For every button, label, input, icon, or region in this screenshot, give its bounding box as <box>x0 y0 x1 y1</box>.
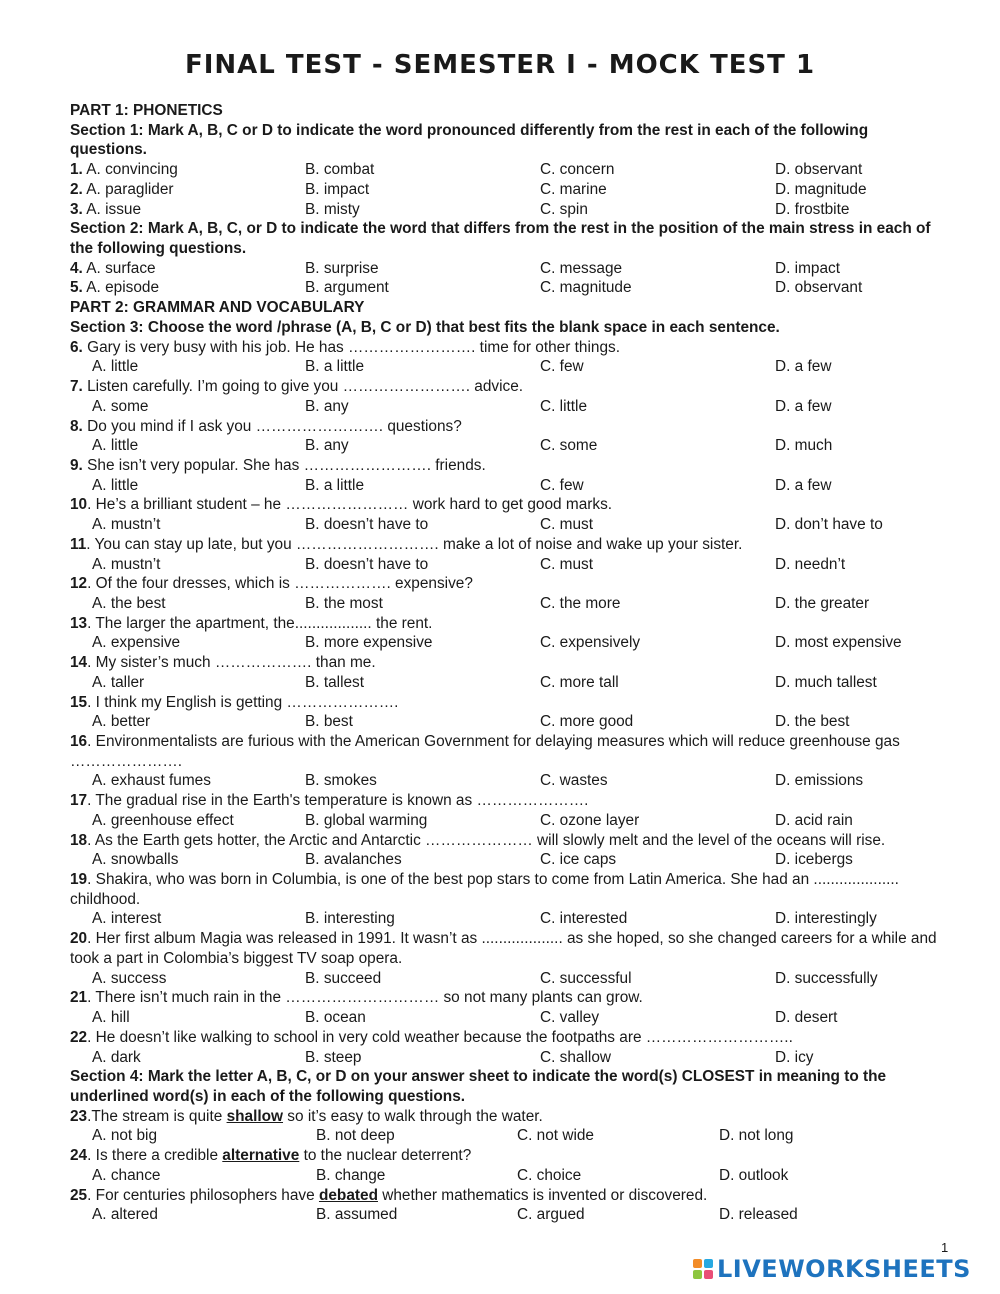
option-c[interactable]: C. expensively <box>540 634 641 652</box>
options-row <box>70 850 940 870</box>
question-number: 23 <box>70 1107 88 1125</box>
option-b[interactable]: B. smokes <box>305 772 377 790</box>
option-a[interactable]: A. better <box>92 713 151 731</box>
options-row <box>70 476 940 496</box>
option-d[interactable]: D. icebergs <box>775 851 853 869</box>
option-a[interactable]: A. the best <box>92 594 166 612</box>
option-b[interactable]: B. not deep <box>316 1127 395 1145</box>
underlined-word: alternative <box>222 1147 300 1165</box>
question-row <box>70 180 940 200</box>
options-row <box>70 673 940 693</box>
options-row <box>70 909 940 929</box>
option-a[interactable]: A. little <box>92 358 139 376</box>
question-number: 12 <box>70 575 88 593</box>
options-row <box>70 1166 940 1186</box>
option-c[interactable]: C. must <box>540 516 594 534</box>
question-stem <box>70 495 940 515</box>
option-c[interactable]: C. shallow <box>540 1048 611 1066</box>
option-b[interactable]: B. avalanches <box>305 851 402 869</box>
option-b[interactable]: B. a little <box>305 358 365 376</box>
option-a[interactable]: A. success <box>92 969 167 987</box>
option-d[interactable]: D. interestingly <box>775 910 877 928</box>
question-stem <box>70 732 940 771</box>
question-text: .The stream is quite <box>87 1107 227 1125</box>
option-d[interactable]: D. much tallest <box>775 673 877 691</box>
option-c[interactable]: C. few <box>540 358 584 376</box>
question-text: . I think my English is getting …………………. <box>87 693 399 711</box>
option-a[interactable]: A. altered <box>92 1206 158 1224</box>
logo-square <box>704 1259 713 1268</box>
option-a[interactable]: A. mustn’t <box>92 516 161 534</box>
question-stem <box>70 653 940 673</box>
option-b[interactable]: B. ocean <box>305 1009 366 1027</box>
question-text: . There isn’t much rain in the ………………………… so not many plants can grow. <box>87 989 643 1007</box>
question-number: 19 <box>70 871 88 889</box>
section-instruction: Section 1: Mark A, B, C or D to indicate the word pronounced differently from the rest in each of the following questions. <box>70 121 869 159</box>
option-c[interactable]: C. magnitude <box>540 279 632 297</box>
question-number: 6. <box>70 338 83 356</box>
option-d[interactable]: D. outlook <box>719 1166 789 1184</box>
option-d[interactable]: D. the best <box>775 713 850 731</box>
question-text: . Of the four dresses, which is ………………. expensive? <box>87 575 473 593</box>
option-b[interactable]: B. succeed <box>305 969 382 987</box>
option-d[interactable]: D. impact <box>775 259 840 277</box>
option-b[interactable]: B. doesn’t have to <box>305 516 429 534</box>
option-a[interactable]: A. interest <box>92 910 162 928</box>
question-stem <box>70 1146 940 1166</box>
options-row <box>70 811 940 831</box>
question-text: . For centuries philosophers have <box>87 1186 319 1204</box>
option-b[interactable]: B. tallest <box>305 673 365 691</box>
question-stem <box>70 870 940 909</box>
option-d[interactable]: D. icy <box>775 1048 814 1066</box>
question-number: 9. <box>70 456 83 474</box>
option-c[interactable]: C. ice caps <box>540 851 617 869</box>
question-stem <box>70 377 940 397</box>
option-a[interactable]: A. little <box>92 437 139 455</box>
options-row <box>70 555 940 575</box>
option-b[interactable]: B. doesn’t have to <box>305 555 429 573</box>
page-number: 1 <box>941 1240 949 1255</box>
question-stem <box>70 614 940 634</box>
question-text: . As the Earth gets hotter, the Arctic and Antarctic ………………… will slowly melt and the level of the oceans will rise. <box>87 831 886 849</box>
question-number: 7. <box>70 378 83 396</box>
question-text: . Environmentalists are furious with the American Government for delaying measures which will reduce greenhouse gas …………………. <box>70 733 900 770</box>
question-number: 15 <box>70 693 88 711</box>
question-number: 25 <box>70 1186 88 1204</box>
question-text: so it’s easy to walk through the water. <box>283 1107 543 1125</box>
option-d[interactable]: D. needn’t <box>775 555 846 573</box>
option-a[interactable]: A. snowballs <box>92 851 179 869</box>
question-number: 21 <box>70 989 88 1007</box>
option-b[interactable]: B. any <box>305 397 349 415</box>
option-a[interactable]: A. greenhouse effect <box>92 811 234 829</box>
option-c[interactable]: C. wastes <box>540 772 608 790</box>
options-row <box>70 771 940 791</box>
question-text: . He doesn’t like walking to school in very cold weather because the footpaths are ……………………….. <box>87 1028 793 1046</box>
question-number: 24 <box>70 1147 88 1165</box>
options-row <box>70 515 940 535</box>
option-b[interactable]: B. surprise <box>305 259 379 277</box>
options-row <box>70 712 940 732</box>
logo-square <box>693 1270 702 1279</box>
option-c[interactable]: C. valley <box>540 1009 600 1027</box>
option-c[interactable]: C. the more <box>540 594 621 612</box>
question-stem <box>70 831 940 851</box>
question-text: . The larger the apartment, the.................. the rent. <box>87 614 433 632</box>
question-number: 16 <box>70 733 88 750</box>
question-text: Gary is very busy with his job. He has ……………………. time for other things. <box>87 338 620 356</box>
question-row <box>70 278 940 298</box>
question-number: 18 <box>70 831 88 849</box>
option-d[interactable]: D. magnitude <box>775 180 867 198</box>
section-instruction: Section 2: Mark A, B, C, or D to indicate the word that differs from the rest in the position of the main stress in each of the following questions. <box>70 220 931 258</box>
option-d[interactable]: D. much <box>775 437 833 455</box>
logo-icon <box>693 1259 713 1279</box>
option-b[interactable]: B. misty <box>305 200 360 218</box>
question-text: . Is there a credible <box>87 1147 223 1165</box>
option-a[interactable]: A. paraglider <box>86 180 174 198</box>
question-stem <box>70 988 940 1008</box>
option-c[interactable]: C. more tall <box>540 673 619 691</box>
option-c[interactable]: C. spin <box>540 200 588 218</box>
option-d[interactable]: D. not long <box>719 1127 794 1145</box>
option-b[interactable]: B. a little <box>305 476 365 494</box>
option-c[interactable]: C. marine <box>540 180 607 198</box>
option-d[interactable]: D. observant <box>775 161 863 179</box>
option-a[interactable]: A. episode <box>86 279 160 297</box>
question-stem <box>70 1186 940 1206</box>
question-stem <box>70 417 940 437</box>
question-number: 3. <box>70 200 83 218</box>
option-d[interactable]: D. don’t have to <box>775 516 883 534</box>
option-c[interactable]: C. more good <box>540 713 634 731</box>
question-row <box>70 160 940 180</box>
option-b[interactable]: B. impact <box>305 180 370 198</box>
option-d[interactable]: D. a few <box>775 476 832 494</box>
brand-name: LIVEWORKSHEETS <box>717 1255 971 1283</box>
option-b[interactable]: B. steep <box>305 1048 362 1066</box>
question-number: 10 <box>70 496 88 514</box>
question-row <box>70 200 940 220</box>
options-row <box>70 1048 940 1068</box>
page-title: FINAL TEST - SEMESTER I - MOCK TEST 1 <box>184 50 816 80</box>
question-stem <box>70 791 940 811</box>
logo-square <box>693 1259 702 1268</box>
question-number: 14 <box>70 654 88 672</box>
question-stem <box>70 574 940 594</box>
question-stem <box>70 1107 940 1127</box>
option-a[interactable]: A. taller <box>92 673 145 691</box>
option-b[interactable]: B. argument <box>305 279 389 297</box>
option-b[interactable]: B. change <box>316 1166 386 1184</box>
option-d[interactable]: D. successfully <box>775 969 878 987</box>
option-b[interactable]: B. the most <box>305 594 383 612</box>
option-d[interactable]: D. observant <box>775 279 863 297</box>
question-row <box>70 259 940 279</box>
option-c[interactable]: C. not wide <box>517 1127 594 1145</box>
option-b[interactable]: B. more expensive <box>305 634 433 652</box>
question-stem <box>70 535 940 555</box>
option-a[interactable]: A. expensive <box>92 634 181 652</box>
option-a[interactable]: A. dark <box>92 1048 141 1066</box>
option-b[interactable]: B. any <box>305 437 349 455</box>
option-d[interactable]: D. the greater <box>775 594 870 612</box>
option-d[interactable]: D. a few <box>775 358 832 376</box>
option-c[interactable]: C. ozone layer <box>540 811 640 829</box>
options-row <box>70 1126 940 1146</box>
option-a[interactable]: A. surface <box>86 259 156 277</box>
question-number: 8. <box>70 417 83 435</box>
underlined-word: debated <box>318 1186 378 1204</box>
options-row <box>70 1008 940 1028</box>
section-instruction: Section 3: Choose the word /phrase (A, B, C or D) that best fits the blank space in each sentence. <box>70 318 780 336</box>
options-row <box>70 436 940 456</box>
question-text: . You can stay up late, but you ………………………. make a lot of noise and wake up your sister. <box>86 535 743 553</box>
part-heading: PART 1: PHONETICS <box>70 102 223 119</box>
question-number: 13 <box>70 614 88 632</box>
options-row <box>70 594 940 614</box>
option-c[interactable]: C. choice <box>517 1166 582 1184</box>
option-a[interactable]: A. some <box>92 397 149 415</box>
liveworksheets-logo[interactable] <box>693 1255 971 1283</box>
option-d[interactable]: D. frostbite <box>775 200 850 218</box>
question-stem <box>70 929 940 968</box>
option-c[interactable]: C. must <box>540 555 594 573</box>
option-d[interactable]: D. acid rain <box>775 811 853 829</box>
question-stem <box>70 1028 940 1048</box>
option-a[interactable]: A. convincing <box>86 161 178 179</box>
options-row <box>70 633 940 653</box>
option-a[interactable]: A. hill <box>92 1009 130 1027</box>
options-row <box>70 357 940 377</box>
option-c[interactable]: C. concern <box>540 161 615 179</box>
option-c[interactable]: C. message <box>540 259 623 277</box>
underlined-word: shallow <box>226 1107 284 1125</box>
question-number: 20 <box>70 930 88 948</box>
option-a[interactable]: A. little <box>92 476 139 494</box>
option-d[interactable]: D. most expensive <box>775 634 902 652</box>
option-d[interactable]: D. a few <box>775 397 832 415</box>
question-text: . Shakira, who was born in Columbia, is one of the best pop stars to come from Latin America. She had an .................... childhood. <box>70 871 899 908</box>
option-a[interactable]: A. not big <box>92 1127 158 1145</box>
question-stem <box>70 456 940 476</box>
option-a[interactable]: A. chance <box>92 1166 161 1184</box>
option-a[interactable]: A. mustn’t <box>92 555 161 573</box>
question-stem <box>70 693 940 713</box>
option-c[interactable]: C. argued <box>517 1206 585 1224</box>
worksheet-body <box>70 101 940 1225</box>
option-c[interactable]: C. some <box>540 437 598 455</box>
question-text: . Her first album Magia was released in 1991. It wasn’t as ................... as she hoped, so she changed careers for a while and took a part in Colombia’s biggest TV soap opera. <box>70 930 937 967</box>
section-instruction: Section 4: Mark the letter A, B, C, or D on your answer sheet to indicate the word(s) CLOSEST in meaning to the underlined word(s) in each of the following questions. <box>70 1068 887 1105</box>
question-number: 2. <box>70 180 83 198</box>
option-c[interactable]: C. few <box>540 476 584 494</box>
question-number: 17 <box>70 792 88 810</box>
question-text: . He’s a brilliant student – he …………………… work hard to get good marks. <box>87 496 613 514</box>
options-row <box>70 969 940 989</box>
option-b[interactable]: B. best <box>305 713 353 731</box>
question-number: 1. <box>70 161 83 179</box>
option-c[interactable]: C. little <box>540 397 588 415</box>
option-b[interactable]: B. assumed <box>316 1206 398 1224</box>
question-text: Do you mind if I ask you ……………………. questions? <box>87 417 462 435</box>
option-a[interactable]: A. exhaust fumes <box>92 772 211 790</box>
question-number: 5. <box>70 279 83 297</box>
question-text: . The gradual rise in the Earth's temperature is known as …………………. <box>87 792 589 810</box>
question-text: whether mathematics is invented or discovered. <box>377 1186 708 1204</box>
option-c[interactable]: C. successful <box>540 969 632 987</box>
question-number: 22 <box>70 1028 88 1046</box>
option-b[interactable]: B. global warming <box>305 811 428 829</box>
option-d[interactable]: D. desert <box>775 1009 838 1027</box>
option-c[interactable]: C. interested <box>540 910 628 928</box>
question-number: 11 <box>70 535 87 553</box>
question-text: She isn’t very popular. She has ……………………. friends. <box>87 456 486 474</box>
part-heading: PART 2: GRAMMAR AND VOCABULARY <box>70 299 365 317</box>
question-stem <box>70 338 940 358</box>
option-d[interactable]: D. released <box>719 1206 798 1224</box>
options-row <box>70 397 940 417</box>
options-row <box>70 1205 940 1225</box>
question-text: . My sister’s much ………………. than me. <box>87 654 376 672</box>
logo-square <box>704 1270 713 1279</box>
question-number: 4. <box>70 259 83 277</box>
option-b[interactable]: B. interesting <box>305 910 395 928</box>
question-text: to the nuclear deterrent? <box>299 1147 472 1165</box>
option-d[interactable]: D. emissions <box>775 772 864 790</box>
option-b[interactable]: B. combat <box>305 161 375 179</box>
option-a[interactable]: A. issue <box>86 200 142 218</box>
question-text: Listen carefully. I’m going to give you ……………………. advice. <box>87 378 524 396</box>
